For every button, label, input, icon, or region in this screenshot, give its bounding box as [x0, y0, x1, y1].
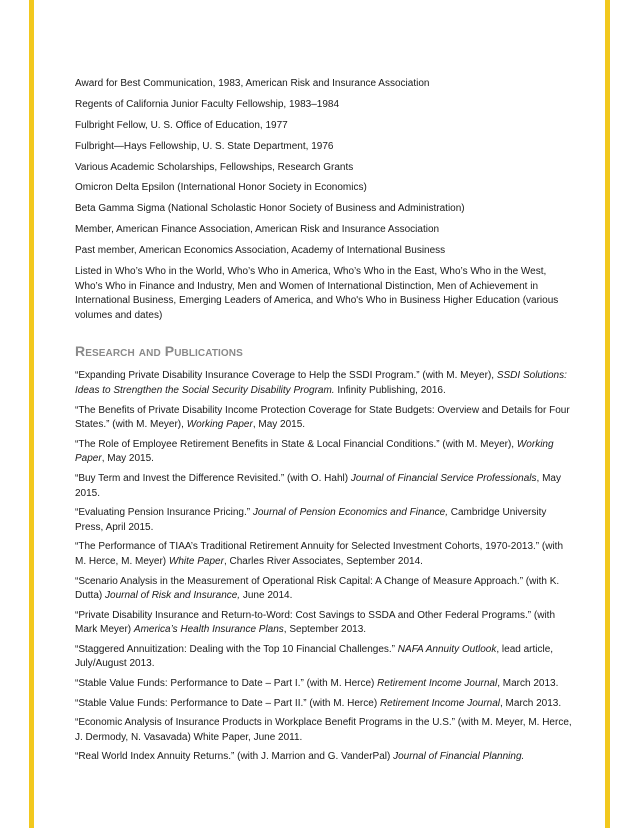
honor-item: Omicron Delta Epsilon (International Honor Society in Economics) — [75, 182, 367, 194]
publication-details: Infinity Publishing, 2016. — [334, 384, 446, 396]
honor-item: Various Academic Scholarships, Fellowships, Research Grants — [75, 161, 354, 173]
publication-details: Cambridge University Press, April 2015. — [75, 507, 547, 533]
publication-venue: Working Paper — [75, 438, 554, 465]
publication-venue: Retirement Income Journal — [379, 697, 500, 709]
publication-item — [75, 404, 575, 433]
publication-venue: White Paper — [168, 555, 224, 567]
publication-item — [75, 609, 575, 638]
document-body — [75, 77, 575, 770]
page-border-right — [605, 0, 610, 828]
publication-venue: Journal of Risk and Insurance, — [105, 590, 241, 602]
publication-text: “Staggered Annuitization: Dealing with the Top 10 Financial Challenges.” — [75, 643, 398, 655]
publication-venue: Journal of Financial Service Professionals — [350, 472, 537, 484]
honor-item: Listed in Who’s Who in the World, Who’s Who in America, Who’s Who in the East, Who’s Who in the West, Who’s Who in Finance and Industry, Men and Women of International Distinction, Men of Achievement in International Business, Emerging Leaders of America, and Who's Who in Business Higher Education (various volumes and dates) — [75, 266, 559, 321]
publication-item — [75, 575, 575, 604]
honor-item: Fulbright—Hays Fellowship, U. S. State Department, 1976 — [75, 140, 334, 152]
publications-list — [75, 369, 575, 765]
publication-item — [75, 438, 575, 467]
publication-details: , Charles River Associates, September 2014. — [223, 555, 423, 567]
honor-item: Fulbright Fellow, U. S. Office of Education, 1977 — [75, 119, 288, 131]
section-title: Research and Publications — [75, 343, 243, 360]
publication-text: “The Performance of TIAA’s Traditional Retirement Annuity for Selected Investment Cohorts, 1970-2013.” (with M. Herce, M. Meyer) — [75, 541, 564, 567]
publication-item — [75, 472, 575, 501]
publication-details: , May 2015. — [75, 472, 561, 499]
publication-text: “Evaluating Pension Insurance Pricing.” — [75, 507, 253, 519]
publication-item — [75, 369, 575, 398]
honors-list — [75, 77, 575, 323]
publication-text: “The Benefits of Private Disability Income Protection Coverage for State Budgets: Overview and Details for Four States.” (with M. Meyer), — [75, 404, 570, 431]
publication-text: “Real World Index Annuity Returns.” (with J. Marrion and G. VanderPal) — [75, 751, 394, 763]
publication-details: , May 2015. — [101, 453, 154, 465]
publication-venue: Working Paper — [186, 419, 253, 431]
publication-item — [75, 677, 575, 692]
publication-text: “Stable Value Funds: Performance to Date – Part II.” (with M. Herce) — [75, 697, 380, 709]
honor-item: Award for Best Communication, 1983, American Risk and Insurance Association — [75, 78, 430, 89]
page-border-left — [29, 0, 34, 828]
publication-text: “Private Disability Insurance and Return-to-Word: Cost Savings to SSDA and Other Federal Programs.” (with Mark Meyer) — [75, 609, 556, 636]
publication-text: “Buy Term and Invest the Difference Revisited.” (with O. Hahl) — [75, 472, 351, 484]
publication-details: , September 2013. — [283, 624, 367, 636]
publication-details: , lead article, July/August 2013. — [75, 643, 554, 670]
publication-venue: America’s Health Insurance Plans — [133, 624, 284, 636]
honor-item: Member, American Finance Association, American Risk and Insurance Association — [75, 224, 440, 236]
publication-venue: Journal of Pension Economics and Finance, — [252, 507, 448, 519]
honor-item: Past member, American Economics Association, Academy of International Business — [75, 245, 446, 257]
publication-item — [75, 697, 575, 712]
publication-item — [75, 643, 575, 672]
publication-item — [75, 750, 575, 765]
publication-item — [75, 540, 575, 569]
publication-item — [75, 506, 575, 535]
honor-item: Regents of California Junior Faculty Fellowship, 1983–1984 — [75, 98, 340, 110]
publication-details: , May 2015. — [252, 419, 306, 431]
publication-text: “Expanding Private Disability Insurance Coverage to Help the SSDI Program.” (with M. Meyer), — [75, 370, 497, 382]
publication-venue: NAFA Annuity Outlook — [397, 643, 497, 655]
honor-item: Beta Gamma Sigma (National Scholastic Honor Society of Business and Administration) — [75, 203, 465, 215]
publication-text: “Economic Analysis of Insurance Products in Workplace Benefit Programs in the U.S.” (with M. Meyer, M. Herce, J. Dermody, N. Vasavada) White Paper, June 2011. — [75, 717, 572, 743]
publication-text: “The Role of Employee Retirement Benefits in State & Local Financial Conditions.” (with M. Meyer), — [75, 438, 517, 450]
publication-venue: Journal of Financial Planning. — [393, 751, 525, 763]
publication-text: “Scenario Analysis in the Measurement of Operational Risk Capital: A Change of Measure Approach.” (with K. Dutta) — [75, 575, 560, 602]
publication-details: June 2014. — [240, 590, 293, 602]
publication-venue: SSDI Solutions: Ideas to Strengthen the Social Security Disability Program. — [75, 370, 567, 396]
publication-details: , March 2013. — [497, 678, 559, 690]
publication-text: “Stable Value Funds: Performance to Date – Part I.” (with M. Herce) — [75, 678, 378, 690]
publication-item — [75, 716, 575, 745]
publication-venue: Retirement Income Journal — [377, 678, 498, 690]
publication-details: , March 2013. — [500, 697, 562, 709]
